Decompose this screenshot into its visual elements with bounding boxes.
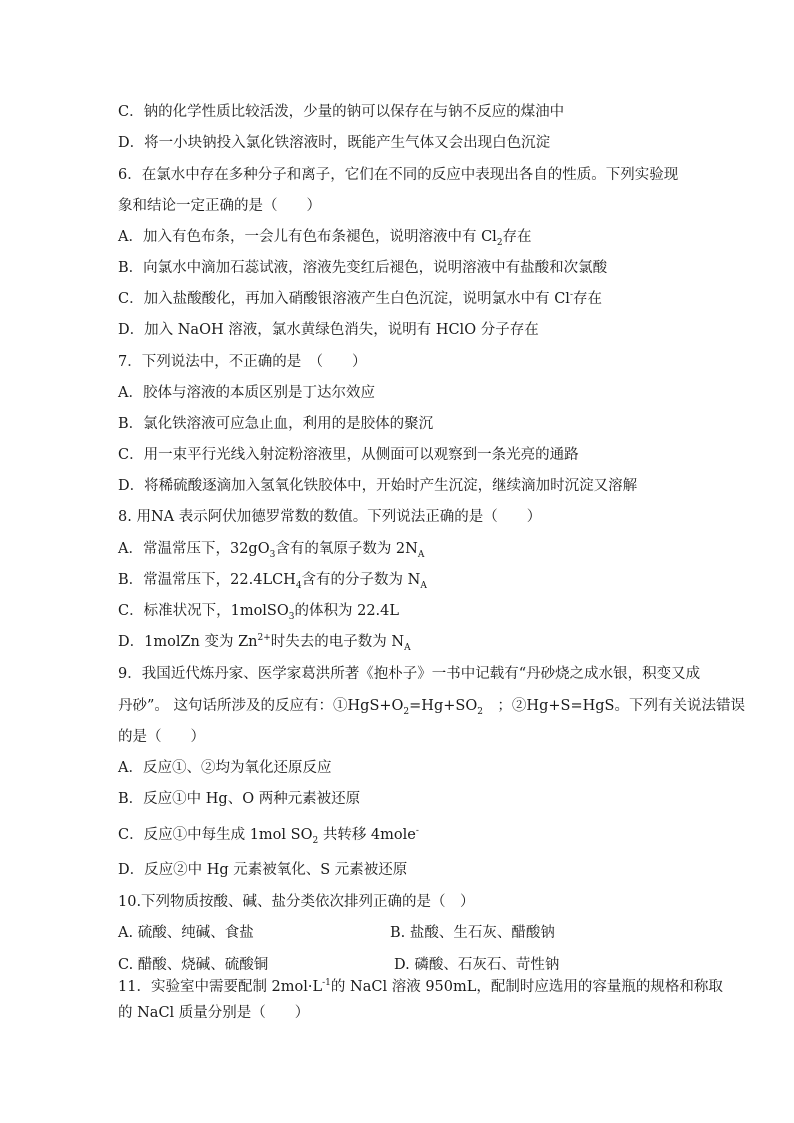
question-11-stem: 11．实验室中需要配制 $2mol\cdot L^{-1}$的 NaCl 溶液 950mL，配制时应选用的容量瓶的规格和称取 bbox=[118, 978, 723, 995]
question-5-option-c: C．钠的化学性质比较活泼，少量的钠可以保存在与钠不反应的煤油中 bbox=[118, 104, 565, 120]
question-8-option-d: D．1molZn 变为 $Zn^{2+}$时失去的电子数为 $N_A$ bbox=[118, 633, 411, 653]
question-10-options-cd bbox=[118, 955, 754, 975]
question-8-stem: 8. 用NA 表示阿伏加德罗常数的数值。下列说法正确的是（ ） bbox=[118, 509, 542, 525]
question-7-option-a: A．胶体与溶液的本质区别是丁达尔效应 bbox=[118, 385, 375, 401]
question-10-stem: 10.下列物质按酸、碱、盐分类依次排列正确的是（ ） bbox=[118, 894, 475, 910]
question-10-option-b: B. 盐酸、生石灰、醋酸钠 bbox=[390, 925, 555, 941]
question-7-stem: 7．下列说法中，不正确的是 （ ） bbox=[118, 354, 367, 370]
question-10-option-a: A. 硫酸、纯碱、食盐 bbox=[118, 925, 254, 941]
question-7-option-d: D．将稀硫酸逐滴加入氢氧化铁胶体中，开始时产生沉淀，继续滴加时沉淀又溶解 bbox=[118, 478, 638, 494]
question-6-stem-cont: 象和结论一定正确的是（ ） bbox=[118, 198, 321, 214]
question-10-options-ab bbox=[118, 923, 754, 943]
question-10-option-d: D. 磷酸、石灰石、苛性钠 bbox=[394, 957, 560, 973]
question-9-stem-end: 的是（ ） bbox=[118, 729, 205, 745]
question-9-option-c: C．反应①中每生成 1mol $SO_2$ 共转移 4mole- bbox=[118, 826, 419, 846]
question-8-option-c: C．标准状况下，1molSO$_3$的体积为 22.4L bbox=[118, 603, 400, 622]
question-9-option-d: D．反应②中 Hg 元素被氧化、S 元素被还原 bbox=[118, 862, 408, 878]
question-6-option-d: D．加入 NaOH 溶液，氯水黄绿色消失，说明有 HClO 分子存在 bbox=[118, 322, 539, 338]
question-10-option-c: C. 醋酸、烧碱、硫酸铜 bbox=[118, 957, 269, 973]
question-6-option-c: C．加入盐酸酸化，再加入硝酸银溶液产生白色沉淀，说明氯水中有 Cl-存在 bbox=[118, 290, 602, 307]
question-8-option-b: B．常温常压下，$22.4LCH_4$含有的分子数为 $N_A$ bbox=[118, 572, 427, 591]
question-9-option-a: A．反应①、②均为氧化还原反应 bbox=[118, 760, 332, 776]
question-9-stem-cont: 丹砂”。 这句话所涉及的反应有：$①HgS+O_2=Hg+SO_2$ ；②Hg+S=HgS。下列有关说法错误 bbox=[118, 698, 745, 717]
question-6-option-b: B．向氯水中滴加石蕊试液，溶液先变红后褪色，说明溶液中有盐酸和次氯酸 bbox=[118, 260, 608, 276]
question-7-option-c: C．用一束平行光线入射淀粉溶液里，从侧面可以观察到一条光亮的通路 bbox=[118, 447, 579, 463]
question-5-option-d: D．将一小块钠投入氯化铁溶液时，既能产生气体又会出现白色沉淀 bbox=[118, 135, 551, 151]
question-8-option-a: A．常温常压下，$32gO_3$含有的氧原子数为 $2N_A$ bbox=[118, 541, 425, 560]
question-9-stem: 9．我国近代炼丹家、医学家葛洪所著《抱朴子》一书中记载有“丹砂烧之成水银，积变又成 bbox=[118, 666, 701, 682]
question-6-stem: 6．在氯水中存在多种分子和离子，它们在不同的反应中表现出各自的性质。下列实验现 bbox=[118, 167, 679, 183]
question-6-option-a: A．加入有色布条，一会儿有色布条褪色，说明溶液中有 $Cl_2$存在 bbox=[118, 229, 532, 248]
question-11-stem-cont: 的 NaCl 质量分别是（ ） bbox=[118, 1005, 310, 1021]
question-7-option-b: B．氯化铁溶液可应急止血，利用的是胶体的聚沉 bbox=[118, 416, 434, 432]
question-9-option-b: B．反应①中 Hg、O 两种元素被还原 bbox=[118, 791, 361, 807]
